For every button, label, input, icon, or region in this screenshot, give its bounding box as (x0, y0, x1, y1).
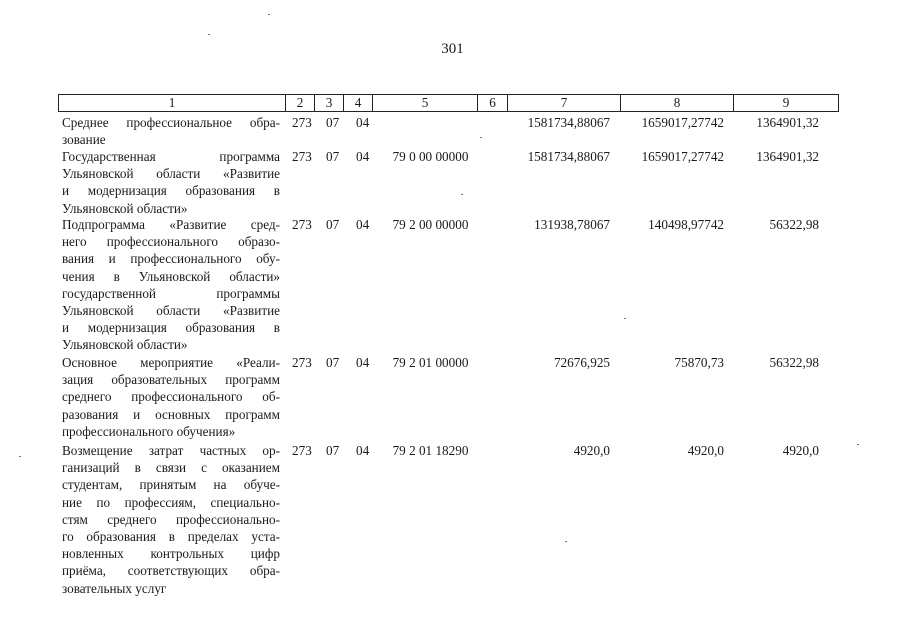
row-name-line: зация образовательных программ (62, 372, 280, 388)
row-name-line: среднего профессионального об- (62, 389, 280, 405)
row-name-line: и модернизация образования в (62, 320, 280, 336)
cell-value-col9: 56322,98 (769, 355, 819, 370)
row-name-line: новленных контрольных цифр (62, 546, 280, 562)
row-name-line: приёма, соответствующих обра- (62, 563, 280, 579)
header-col-2: 2 (286, 95, 315, 111)
cell-grbs: 273 (292, 355, 312, 370)
cell-grbs: 273 (292, 115, 312, 130)
cell-section: 07 (326, 355, 340, 370)
row-name-line: студентам, принятым на обуче- (62, 477, 280, 493)
row-name-line: Ульяновской области» (62, 337, 188, 353)
scan-speck (268, 14, 270, 15)
cell-target-code: 79 2 01 18290 (392, 443, 469, 458)
header-col-3: 3 (315, 95, 344, 111)
row-name-line: Основное мероприятие «Реали- (62, 355, 280, 370)
cell-value-col9: 4920,0 (782, 443, 819, 458)
scan-speck (461, 194, 463, 195)
cell-subsection: 04 (356, 217, 370, 232)
row-name-line: и модернизация образования в (62, 183, 280, 199)
row-name-line: вания и профессионального обу- (62, 251, 280, 267)
scan-speck (208, 34, 210, 35)
row-name-line: чения в Ульяновской области» (62, 268, 280, 284)
header-col-1: 1 (59, 95, 286, 111)
row-name-line: Ульяновской области» (62, 200, 188, 216)
cell-subsection: 04 (356, 149, 370, 164)
header-col-6: 6 (478, 95, 508, 111)
cell-section: 07 (326, 149, 340, 164)
row-name-line: государственной программы (62, 285, 280, 301)
cell-value-col7: 1581734,88067 (527, 149, 610, 164)
row-name-line: профессионального обучения» (62, 423, 236, 439)
cell-target-code: 79 2 01 00000 (392, 355, 469, 370)
row-name-line: зование (62, 132, 106, 148)
row-name-line: зовательных услуг (62, 580, 167, 596)
cell-section: 07 (326, 115, 340, 130)
row-name (62, 354, 280, 440)
cell-grbs: 273 (292, 443, 312, 458)
row-name-line: него профессионального образо- (62, 234, 280, 250)
header-col-7: 7 (508, 95, 621, 111)
cell-value-col9: 56322,98 (769, 217, 819, 232)
row-name (62, 216, 280, 354)
row-name-line: Ульяновской области «Развитие (62, 303, 280, 319)
scan-speck (624, 318, 626, 319)
cell-value-col7: 131938,78067 (534, 217, 610, 232)
cell-value-col8: 1659017,27742 (641, 149, 724, 164)
row-name-line: ганизаций в связи с оказанием (62, 460, 280, 476)
row-name-line: Возмещение затрат частных ор- (62, 443, 280, 458)
row-name (62, 114, 280, 148)
row-name-line: разования и основных программ (62, 406, 280, 422)
header-col-4: 4 (344, 95, 373, 111)
cell-value-col9: 1364901,32 (756, 115, 819, 130)
cell-value-col7: 72676,925 (553, 355, 610, 370)
cell-subsection: 04 (356, 355, 370, 370)
cell-grbs: 273 (292, 149, 312, 164)
page-number: 301 (441, 41, 464, 57)
cell-value-col7: 1581734,88067 (527, 115, 610, 130)
cell-subsection: 04 (356, 443, 370, 458)
row-name (62, 148, 280, 217)
cell-value-col9: 1364901,32 (756, 149, 819, 164)
header-col-9: 9 (782, 95, 790, 110)
cell-section: 07 (326, 443, 340, 458)
row-name-line: Ульяновской области «Развитие (62, 166, 280, 182)
row-name-line: Подпрограмма «Развитие сред- (62, 217, 280, 232)
header-col-5: 5 (373, 95, 478, 111)
cell-value-col8: 75870,73 (674, 355, 724, 370)
cell-value-col8: 1659017,27742 (641, 115, 724, 130)
scan-speck (565, 541, 567, 542)
cell-grbs: 273 (292, 217, 312, 232)
scan-speck (19, 456, 21, 457)
cell-value-col8: 4920,0 (687, 443, 724, 458)
scan-speck (480, 137, 482, 138)
table-header (58, 94, 839, 112)
cell-value-col7: 4920,0 (573, 443, 610, 458)
row-name (62, 442, 280, 597)
row-name-line: стям среднего профессионально- (62, 511, 280, 527)
scan-speck (857, 444, 859, 445)
header-col-8: 8 (621, 95, 734, 111)
cell-value-col8: 140498,97742 (648, 217, 724, 232)
row-name-line: Среднее профессиональное обра- (62, 115, 280, 130)
row-name-line: Государственная программа (62, 149, 280, 164)
cell-target-code: 79 2 00 00000 (392, 217, 469, 232)
row-name-line: го образования в пределах уста- (62, 529, 280, 545)
cell-target-code: 79 0 00 00000 (392, 149, 469, 164)
row-name-line: ние по профессиям, специально- (62, 494, 280, 510)
cell-subsection: 04 (356, 115, 370, 130)
cell-section: 07 (326, 217, 340, 232)
